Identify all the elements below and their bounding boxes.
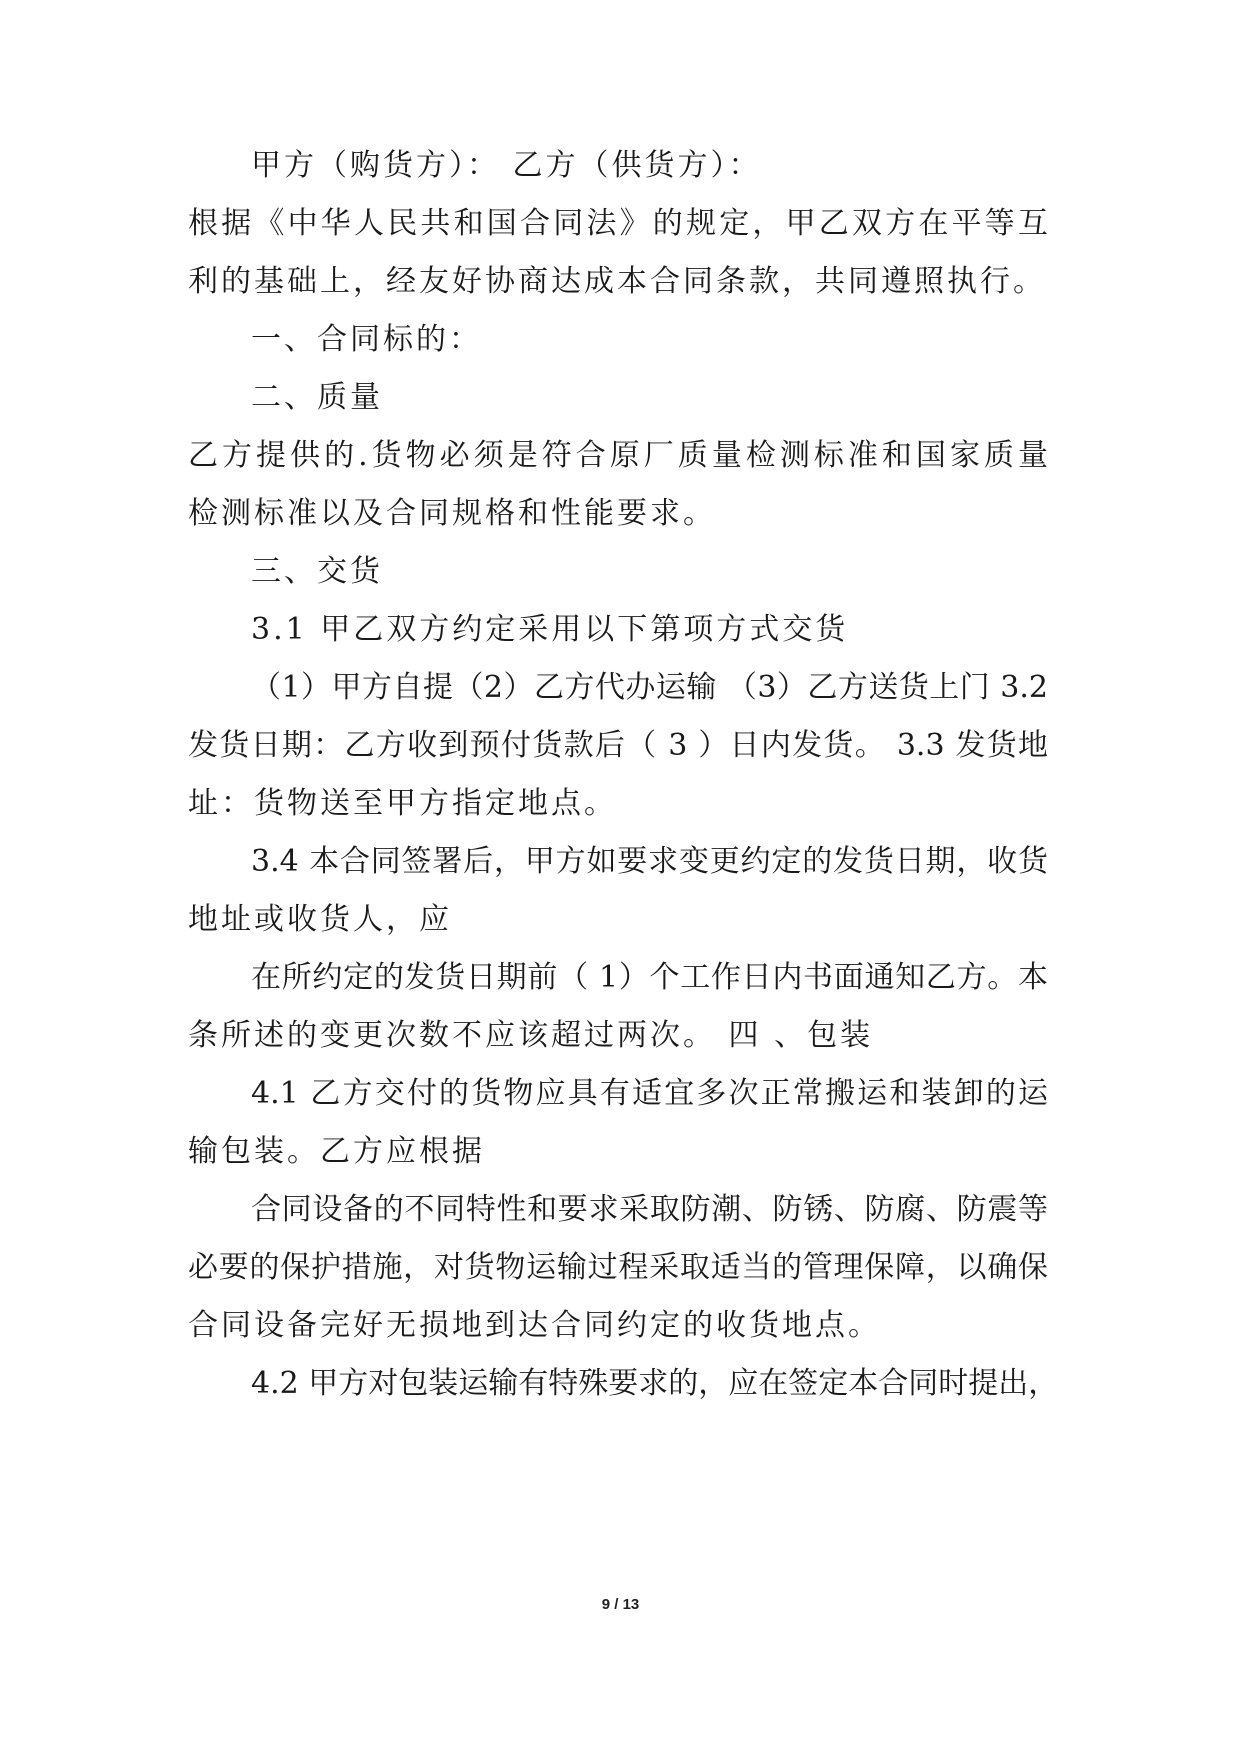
text-line: 发货日期：乙方收到预付货款后（ 3 ）日内发货。 3.3 发货地	[188, 728, 1048, 763]
text-line: 三、交货	[251, 554, 383, 589]
text-line: 址：货物送至甲方指定地点。	[188, 786, 617, 821]
text-line: 4.1 乙方交付的货物应具有适宜多次正常搬运和装卸的运	[251, 1076, 1048, 1111]
text-line: 必要的保护措施，对货物运输过程采取适当的管理保障，以确保	[188, 1250, 1048, 1285]
text-line: 合同设备完好无损地到达合同约定的收货地点。	[188, 1308, 881, 1343]
text-line: 检测标准以及合同规格和性能要求。	[188, 496, 716, 531]
text-line: （1）甲方自提（2）乙方代办运输 （3）乙方送货上门 3.2	[251, 670, 1048, 705]
text-line: 合同设备的不同特性和要求采取防潮、防锈、防腐、防震等	[251, 1192, 1048, 1227]
text-line: 3.4 本合同签署后，甲方如要求变更约定的发货日期，收货	[251, 844, 1048, 879]
text-line: 输包装。乙方应根据	[188, 1134, 485, 1169]
text-line: 根据《中华人民共和国合同法》的规定，甲乙双方在平等互	[188, 206, 1048, 241]
text-line: 4.2 甲方对包装运输有特殊要求的，应在签定本合同时提出，	[251, 1366, 1059, 1401]
text-line: 3.1 甲乙双方约定采用以下第项方式交货	[251, 612, 849, 647]
text-line: 在所约定的发货日期前（ 1）个工作日内书面通知乙方。本	[251, 960, 1048, 995]
text-line: 二、质量	[251, 380, 383, 415]
text-line: 一、合同标的：	[251, 322, 482, 357]
page-number: 9 / 13	[601, 1596, 640, 1613]
text-line: 利的基础上，经友好协商达成本合同条款，共同遵照执行。	[188, 264, 1046, 299]
text-line: 乙方提供的.货物必须是符合原厂质量检测标准和国家质量	[188, 438, 1048, 473]
text-line: 条所述的变更次数不应该超过两次。 四 、包装	[188, 1018, 874, 1053]
text-line: 甲方（购货方）： 乙方（供货方）：	[251, 148, 762, 183]
text-line: 地址或收货人，应	[188, 902, 452, 937]
